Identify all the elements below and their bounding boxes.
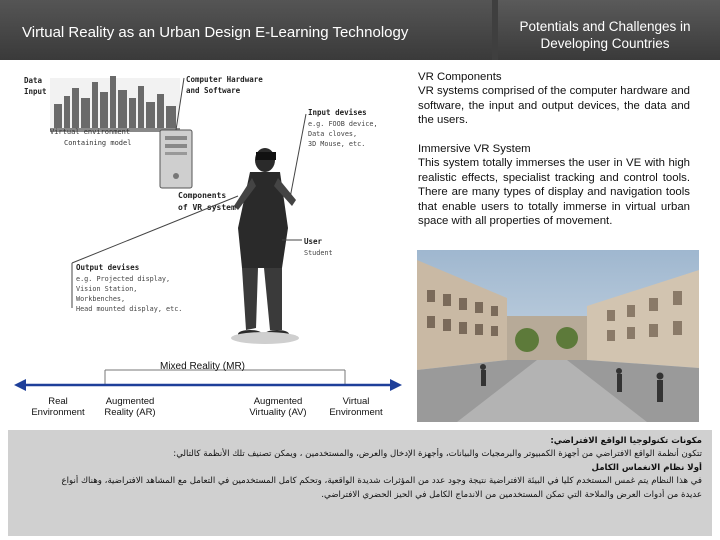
output-device-item-2: Vision Station,: [76, 285, 138, 293]
virtual-env-label-1: Virtual environment: [50, 128, 131, 136]
augmented-virtuality-label: Augmented Virtuality (AV): [249, 396, 307, 418]
computer-label-1: Computer Hardware: [186, 75, 263, 84]
input-devices-title: Input devises: [308, 108, 367, 117]
computer-tower-icon: [160, 130, 192, 188]
immersive-body: This system totally immerses the user in VE with high realistic effects, specialist tracking and control tools. There are many types of display and navigation tools that enable users to totally immerse in virtual urban space with all properties of movement.: [418, 157, 690, 228]
vr-street-scene-image: [417, 250, 699, 422]
user-label: User: [304, 237, 323, 246]
immersive-heading: Immersive VR System: [418, 143, 531, 155]
augmented-reality-label: Augmented Reality (AR): [104, 396, 156, 418]
arabic-line-4: في هذا النظام يتم غمس المستخدم كليا في البيئة الافتراضية نتيجة وجود عدد من المؤثرات شديدة الواقعية، وتحكم كامل المستخدمين في التعامل مع المشاهد الافتراضية، وهناك أنواع: [61, 476, 702, 487]
user-sublabel: Student: [304, 249, 333, 257]
vr-components-body: VR systems comprised of the computer hardware and software, the input and output devices, the data and the users.: [418, 85, 690, 127]
arabic-text-box: [8, 430, 712, 536]
output-device-item-3: Workbenches,: [76, 295, 126, 303]
virtual-env-label-2: Containing model: [64, 139, 132, 147]
input-device-item-3: 3D Mouse, etc.: [308, 140, 366, 148]
output-device-item-4: Head mounted display, etc.: [76, 305, 183, 313]
real-environment-label: Real Environment: [31, 396, 85, 418]
output-device-item-1: e.g. Projected display,: [76, 275, 171, 283]
arabic-line-1: مكونات تكنولوجيا الواقع الافتراضي:: [550, 436, 702, 446]
immersive-section: [418, 142, 690, 228]
arabic-line-3: أولا نظام الانغماس الكامل: [591, 462, 702, 473]
components-label-1: Components: [178, 191, 227, 200]
mixed-reality-title: Mixed Reality (MR): [160, 361, 246, 372]
city-skyline-illustration: [50, 76, 180, 132]
arabic-line-2: تتكون أنظمة الواقع الافتراضي من أجهزة الكمبيوتر والبرمجيات والبيانات، وأجهزة الإدخال والعرض، والمستخدمين ، ويمكن تصنيف تلك الأنظمة كالتالي:: [173, 449, 702, 460]
mixed-reality-continuum: [10, 352, 408, 422]
vr-components-section: [418, 70, 690, 128]
input-device-item-2: Data cloves,: [308, 130, 358, 138]
header-bar: [0, 0, 720, 60]
components-label-2: of VR system: [178, 203, 236, 212]
input-device-item-1: e.g. FOOB device,: [308, 120, 378, 128]
data-input-label-2: Input: [24, 87, 47, 96]
slide-subtitle: Potentials and Challenges in Developing Countries: [519, 19, 691, 51]
output-devices-title: Output devises: [76, 263, 140, 272]
vr-user-figure: [234, 148, 296, 338]
computer-label-2: and Software: [186, 86, 241, 95]
data-input-label-1: Data: [24, 76, 43, 85]
vr-components-heading: VR Components: [418, 71, 502, 83]
vr-system-diagram: [20, 68, 408, 350]
arabic-line-5: عديدة من أدوات العرض والملاحة التي تمكن المستخدمين من الاندماج الكامل في الحيز الحضري الافتراضي.: [321, 489, 702, 500]
virtual-environment-label: Virtual Environment: [329, 396, 383, 418]
slide-title: Virtual Reality as an Urban Design E-Learning Technology: [22, 24, 409, 41]
